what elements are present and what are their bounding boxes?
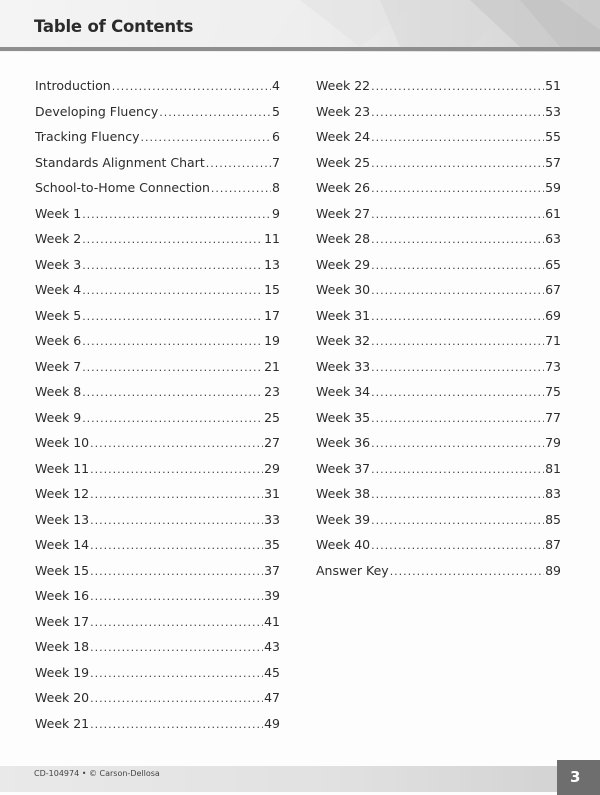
dot-leader (371, 482, 544, 507)
toc-column-left (35, 73, 280, 736)
toc-entry-label: Week 4 (35, 282, 82, 297)
toc-entry (316, 124, 561, 150)
toc-entry-page: 89 (545, 562, 561, 578)
toc-entry-label: Week 37 (316, 460, 371, 476)
toc-entry-label: Week 7 (35, 358, 82, 374)
dot-leader (90, 482, 263, 507)
dot-leader (159, 100, 271, 125)
dot-leader (82, 278, 263, 303)
toc-entry-page: 81 (545, 460, 561, 476)
toc-entry-label: Week 25 (316, 154, 371, 170)
toc-entry (316, 226, 561, 252)
toc-entry-label: Week 36 (316, 435, 371, 450)
dot-leader (371, 253, 544, 278)
toc-entry-label: Week 10 (35, 435, 90, 450)
toc-entry-page: 43 (264, 639, 280, 654)
toc-entry-page: 8 (272, 180, 280, 195)
toc-entry-label: Week 40 (316, 537, 371, 552)
toc-entry-label: Introduction (35, 78, 111, 93)
toc-entry-page: 4 (272, 78, 280, 93)
toc-entry-page: 53 (545, 103, 561, 119)
toc-entry (316, 507, 561, 533)
dot-leader (90, 635, 263, 660)
toc-entry-page: 51 (545, 78, 561, 93)
toc-entry-page: 33 (264, 511, 280, 527)
footer-product-code: CD-104974 • © Carson-Dellosa (34, 769, 160, 778)
toc-entry-page: 73 (545, 358, 561, 374)
toc-entry (316, 303, 561, 329)
page-title: Table of Contents (34, 17, 194, 36)
dot-leader (371, 380, 544, 405)
toc-entry-label: Week 22 (316, 78, 371, 93)
toc-entry-page: 17 (264, 307, 280, 323)
toc-entry-label: Week 17 (35, 613, 90, 629)
dot-leader (90, 508, 263, 533)
dot-leader (390, 559, 544, 584)
toc-entry-label: Week 11 (35, 460, 90, 476)
toc-entry-label: Week 39 (316, 511, 371, 527)
toc-entry (35, 226, 280, 252)
toc-entry (35, 634, 280, 660)
dot-leader (371, 508, 544, 533)
toc-entry-page: 77 (545, 409, 561, 425)
dot-leader (371, 100, 544, 125)
toc-entry-page: 71 (545, 333, 561, 348)
dot-leader (371, 355, 544, 380)
toc-entry (35, 99, 280, 125)
dot-leader (211, 176, 271, 201)
toc-entry-label: Week 14 (35, 537, 90, 552)
dot-leader (371, 227, 544, 252)
toc-entry (316, 379, 561, 405)
toc-entry (35, 328, 280, 354)
toc-entry-page: 27 (264, 435, 280, 450)
dot-leader (112, 74, 271, 99)
dot-leader (371, 533, 544, 558)
toc-entry (316, 150, 561, 176)
toc-entry (35, 558, 280, 584)
dot-leader (371, 457, 544, 482)
footer-page-number: 3 (570, 768, 581, 786)
toc-entry-page: 63 (545, 231, 561, 246)
toc-entry-page: 67 (545, 282, 561, 297)
toc-entry-page: 25 (264, 409, 280, 425)
toc-entry-label: Tracking Fluency (35, 129, 140, 144)
toc-entry-label: Week 8 (35, 384, 82, 399)
toc-entry-page: 7 (272, 154, 280, 170)
toc-entry-label: Week 20 (35, 690, 90, 705)
toc-entry-page: 49 (264, 715, 280, 731)
toc-entry-page: 9 (272, 205, 280, 221)
toc-entry-label: Week 34 (316, 384, 371, 399)
toc-entry-label: Week 3 (35, 256, 82, 272)
dot-leader (82, 227, 263, 252)
toc-entry-label: Week 26 (316, 180, 371, 195)
toc-entry-page: 21 (264, 358, 280, 374)
dot-leader (90, 457, 263, 482)
toc-entry (35, 609, 280, 635)
header-rule (0, 47, 600, 51)
toc-entry-page: 85 (545, 511, 561, 527)
dot-leader (371, 151, 544, 176)
toc-entry (316, 481, 561, 507)
dot-leader (90, 584, 263, 609)
dot-leader (90, 712, 263, 737)
toc-entry-label: School-to-Home Connection (35, 180, 210, 195)
toc-entry-page: 13 (264, 256, 280, 272)
header-banner (0, 0, 600, 52)
dot-leader (82, 202, 271, 227)
toc-entry-label: Week 6 (35, 333, 82, 348)
toc-entry-page: 83 (545, 486, 561, 501)
toc-entry (35, 430, 280, 456)
toc-entry (35, 354, 280, 380)
toc-entry (35, 583, 280, 609)
toc-entry (35, 303, 280, 329)
toc-entry-label: Week 31 (316, 307, 371, 323)
toc-entry-label: Developing Fluency (35, 103, 159, 119)
toc-entry-label: Week 21 (35, 715, 90, 731)
toc-entry-label: Week 19 (35, 664, 90, 680)
toc-entry-page: 37 (264, 562, 280, 578)
toc-entry-label: Week 32 (316, 333, 371, 348)
toc-entry (35, 532, 280, 558)
dot-leader (82, 253, 263, 278)
toc-entry (35, 481, 280, 507)
toc-entry-label: Week 15 (35, 562, 90, 578)
toc-entry-page: 69 (545, 307, 561, 323)
toc-entry-page: 35 (264, 537, 280, 552)
toc-entry-page: 31 (264, 486, 280, 501)
toc-entry-label: Standards Alignment Chart (35, 154, 205, 170)
dot-leader (140, 125, 271, 150)
toc-entry (316, 175, 561, 201)
dot-leader (90, 610, 263, 635)
toc-entry-page: 45 (264, 664, 280, 680)
toc-entry-page: 55 (545, 129, 561, 144)
toc-entry-page: 5 (272, 103, 280, 119)
toc-entry-page: 79 (545, 435, 561, 450)
toc-entry (35, 507, 280, 533)
toc-entry-label: Week 5 (35, 307, 82, 323)
toc-entry-page: 6 (272, 129, 280, 144)
dot-leader (206, 151, 271, 176)
dot-leader (82, 406, 263, 431)
toc-entry (35, 660, 280, 686)
dot-leader (82, 329, 263, 354)
toc-entry-label: Week 24 (316, 129, 371, 144)
dot-leader (371, 329, 544, 354)
toc-entry (316, 430, 561, 456)
toc-entry-page: 59 (545, 180, 561, 195)
dot-leader (371, 406, 544, 431)
toc-entry-page: 61 (545, 205, 561, 221)
toc-entry-label: Week 28 (316, 231, 371, 246)
toc-entry (35, 150, 280, 176)
toc-entry-label: Week 9 (35, 409, 82, 425)
toc-entry-label: Week 18 (35, 639, 90, 654)
toc-entry (316, 99, 561, 125)
dot-leader (371, 431, 544, 456)
toc-entry-label: Week 12 (35, 486, 90, 501)
toc-entry (316, 558, 561, 584)
dot-leader (371, 304, 544, 329)
toc-entry-label: Week 38 (316, 486, 371, 501)
toc-entry (35, 201, 280, 227)
toc-entry-label: Week 30 (316, 282, 371, 297)
toc-entry-page: 47 (264, 690, 280, 705)
toc-entry-page: 29 (264, 460, 280, 476)
toc-entry (316, 405, 561, 431)
dot-leader (82, 355, 263, 380)
toc-entry (316, 354, 561, 380)
toc-entry-page: 87 (545, 537, 561, 552)
toc-entry-page: 19 (264, 333, 280, 348)
toc-entry-page: 23 (264, 384, 280, 399)
dot-leader (82, 304, 263, 329)
toc-entry-page: 39 (264, 588, 280, 603)
dot-leader (371, 176, 544, 201)
toc-entry (35, 124, 280, 150)
toc-entry (316, 328, 561, 354)
toc-entry-label: Week 33 (316, 358, 371, 374)
dot-leader (90, 431, 263, 456)
toc-entry-label: Week 13 (35, 511, 90, 527)
toc-entry-page: 65 (545, 256, 561, 272)
toc-entry (35, 685, 280, 711)
toc-entry-page: 57 (545, 154, 561, 170)
toc-entry (316, 252, 561, 278)
toc-entry-label: Week 27 (316, 205, 371, 221)
toc-entry (316, 201, 561, 227)
dot-leader (371, 74, 544, 99)
toc-entry (35, 711, 280, 737)
toc-entry-label: Week 29 (316, 256, 371, 272)
toc-entry (35, 252, 280, 278)
toc-entry (35, 277, 280, 303)
dot-leader (371, 278, 544, 303)
toc-column-right (316, 73, 561, 583)
toc-entry (35, 73, 280, 99)
dot-leader (82, 380, 263, 405)
dot-leader (90, 686, 263, 711)
toc-entry-page: 41 (264, 613, 280, 629)
toc-entry-label: Week 16 (35, 588, 90, 603)
toc-entry (316, 73, 561, 99)
footer (0, 760, 600, 795)
dot-leader (90, 533, 263, 558)
dot-leader (90, 559, 263, 584)
toc-entry (35, 405, 280, 431)
toc-entry (316, 532, 561, 558)
dot-leader (371, 202, 544, 227)
toc-entry-page: 15 (264, 282, 280, 297)
toc-entry-page: 75 (545, 384, 561, 399)
toc-entry-label: Answer Key (316, 562, 389, 578)
toc-entry-label: Week 35 (316, 409, 371, 425)
dot-leader (371, 125, 544, 150)
toc-entry (35, 379, 280, 405)
toc-entry (35, 175, 280, 201)
toc-entry (316, 456, 561, 482)
toc-entry-label: Week 23 (316, 103, 371, 119)
toc-entry (35, 456, 280, 482)
dot-leader (90, 661, 263, 686)
toc-entry-label: Week 2 (35, 231, 82, 246)
toc-entry (316, 277, 561, 303)
toc-entry-label: Week 1 (35, 205, 82, 221)
toc-entry-page: 11 (264, 231, 280, 246)
